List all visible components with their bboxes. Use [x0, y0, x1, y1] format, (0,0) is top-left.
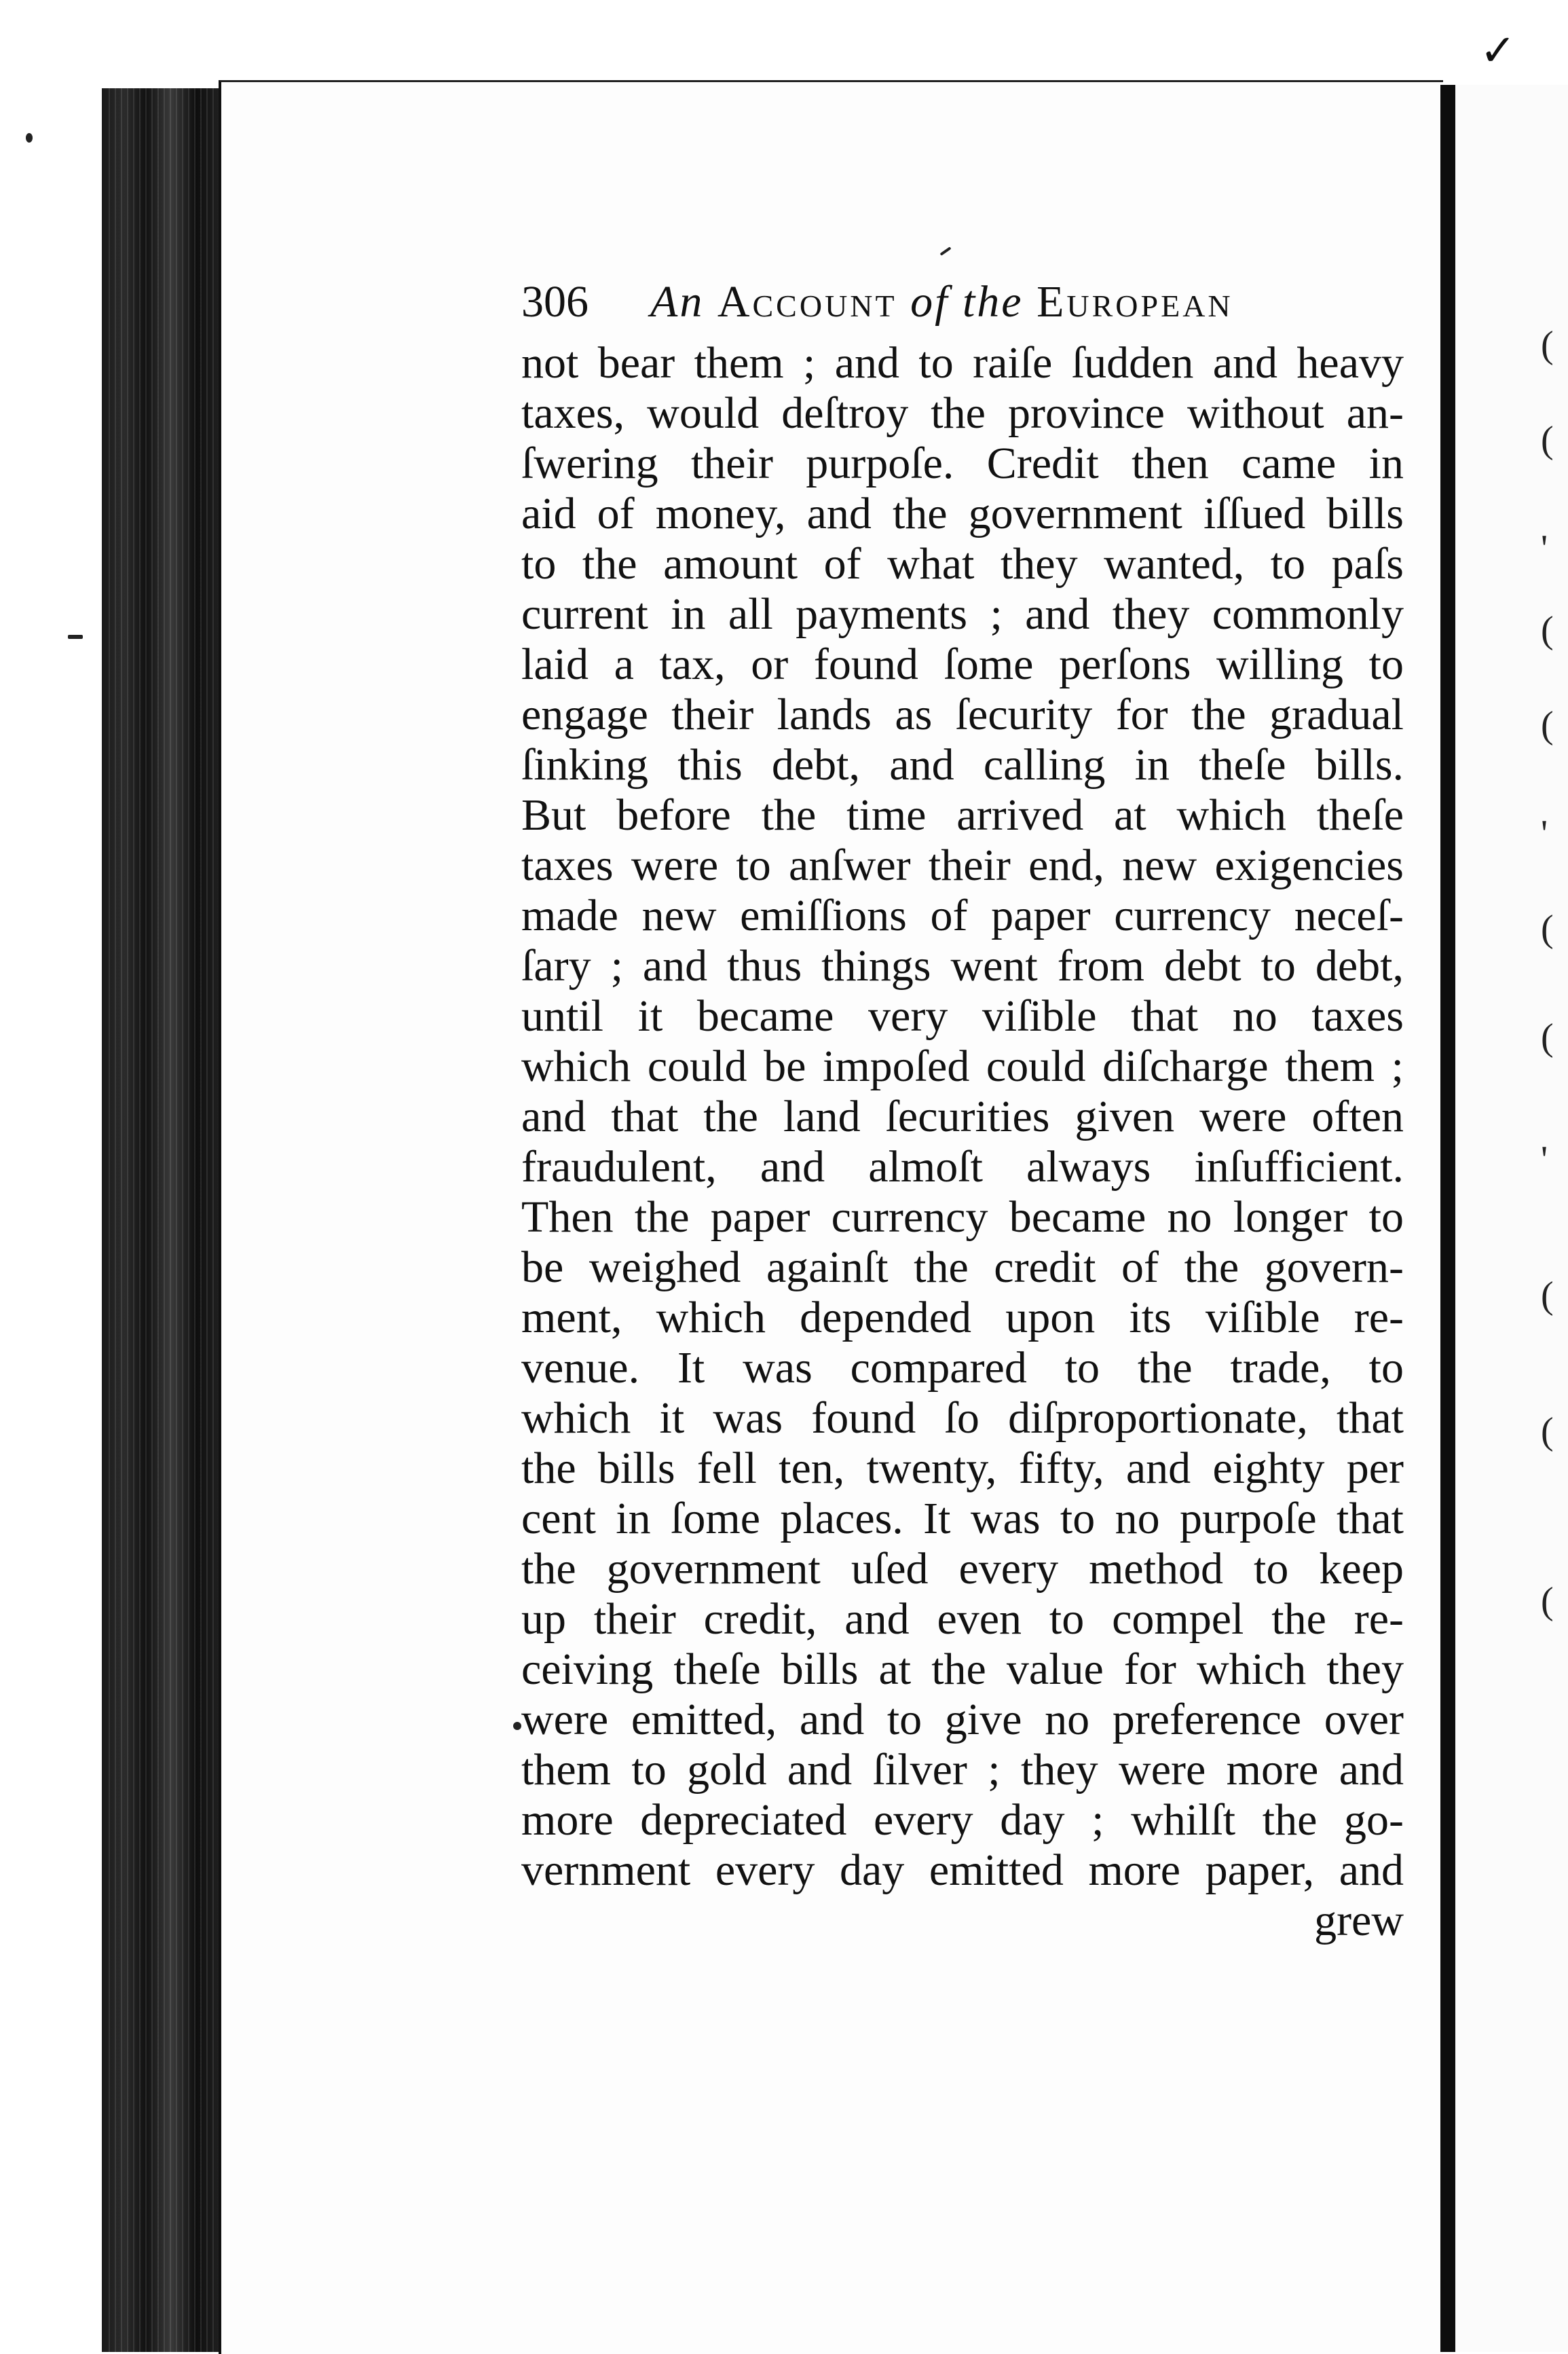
text-line: venue. It was compared to the trade, to	[521, 1343, 1404, 1393]
ink-speck	[68, 635, 83, 639]
page-number: 306	[521, 277, 589, 327]
running-title-of-the: of the	[910, 277, 1024, 327]
ink-speck	[513, 1722, 521, 1730]
text-line: Then the paper currency became no longer to	[521, 1192, 1404, 1242]
text-line: taxes, would deſtroy the province without an-	[521, 388, 1404, 438]
text-line: current in all payments ; and they commonly	[521, 589, 1404, 639]
text-line: them to gold and ſilver ; they were more and	[521, 1745, 1404, 1795]
text-line: up their credit, and even to compel the re-	[521, 1594, 1404, 1644]
text-line: until it became very viſible that no taxes	[521, 991, 1404, 1041]
catchword: grew	[1314, 1896, 1404, 1945]
running-title-european: European	[1037, 277, 1233, 327]
text-line: not bear them ; and to raiſe ſudden and heavy	[521, 338, 1404, 388]
gutter-shadow	[1440, 85, 1455, 2352]
facing-page-glyph-fragments: ( ( ' ( ( ' ( ( ' ( ( (	[1541, 324, 1554, 1622]
text-line: the government uſed every method to keep	[521, 1544, 1404, 1594]
text-line: which could be impoſed could diſcharge them ;	[521, 1042, 1404, 1091]
text-line: to the amount of what they wanted, to paſs	[521, 539, 1404, 589]
text-line: ſary ; and thus things went from debt to debt,	[521, 941, 1404, 991]
text-line: engage their lands as ſecurity for the gradual	[521, 690, 1404, 739]
text-line: which it was found ſo diſproportionate, that	[521, 1393, 1404, 1443]
text-line: laid a tax, or found ſome perſons willing to	[521, 640, 1404, 689]
text-line: the bills fell ten, twenty, fifty, and eighty per	[521, 1443, 1404, 1493]
text-line: aid of money, and the government iſſued bills	[521, 489, 1404, 538]
text-line: were emitted, and to give no preference over	[521, 1695, 1404, 1744]
text-line: fraudulent, and almoſt always inſufficient.	[521, 1142, 1404, 1192]
running-title-an: An	[650, 277, 705, 327]
body-text	[521, 338, 1404, 1946]
text-line: But before the time arrived at which theſe	[521, 790, 1404, 840]
running-title-account: Account	[717, 277, 897, 327]
text-line: made new emiſſions of paper currency neceſ-	[521, 891, 1404, 940]
text-line: ment, which depended upon its viſible re-	[521, 1293, 1404, 1342]
text-line: more depreciated every day ; whilſt the go-	[521, 1795, 1404, 1845]
ink-speck	[26, 133, 33, 143]
text-line: taxes were to anſwer their end, new exigencies	[521, 841, 1404, 890]
text-line: and that the land ſecurities given were often	[521, 1092, 1404, 1141]
page-edges-texture	[109, 88, 224, 2352]
text-line: cent in ſome places. It was to no purpoſe that	[521, 1494, 1404, 1543]
check-mark-icon: ✓	[1480, 26, 1516, 76]
running-title	[650, 272, 1233, 333]
text-line: ſinking this debt, and calling in theſe bills.	[521, 740, 1404, 790]
text-line: ceiving theſe bills at the value for which they	[521, 1644, 1404, 1694]
text-line: vernment every day emitted more paper, and	[521, 1845, 1404, 1895]
text-line: ſwering their purpoſe. Credit then came in	[521, 439, 1404, 488]
text-line: be weighed againſt the credit of the govern-	[521, 1243, 1404, 1292]
running-header	[521, 272, 1404, 333]
